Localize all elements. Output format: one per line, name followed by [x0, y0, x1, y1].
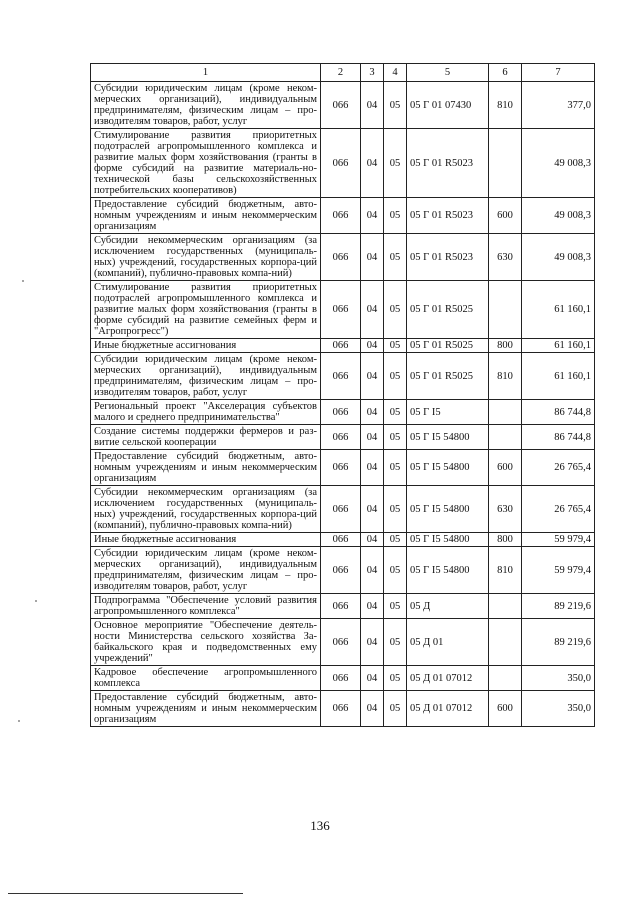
row-code-3: 04 — [361, 281, 384, 339]
row-code-4: 05 — [384, 339, 407, 353]
row-code-6: 600 — [489, 198, 522, 234]
row-name: Субсидии юридическим лицам (кроме неком-мерческих организаций), индивидуальным предпринимателям, физическим лицам – про-изводителям товаров, работ, услуг — [91, 82, 321, 129]
row-name: Субсидии юридическим лицам (кроме неком-мерческих организаций), индивидуальным предпринимателям, физическим лицам – про-изводителям товаров, работ, услуг — [91, 547, 321, 594]
table-row — [91, 666, 595, 691]
table-row — [91, 425, 595, 450]
row-code-2: 066 — [321, 198, 361, 234]
footer-rule — [8, 893, 243, 894]
row-code-6: 600 — [489, 450, 522, 486]
row-code-5: 05 Г I5 54800 — [407, 547, 489, 594]
row-code-2: 066 — [321, 691, 361, 727]
row-code-5: 05 Г I5 54800 — [407, 486, 489, 533]
row-code-5: 05 Г I5 — [407, 400, 489, 425]
row-code-2: 066 — [321, 547, 361, 594]
row-name: Предоставление субсидий бюджетным, авто-номным учреждениям и иным некоммерческим организациям — [91, 198, 321, 234]
row-code-4: 05 — [384, 619, 407, 666]
row-code-2: 066 — [321, 666, 361, 691]
row-code-3: 04 — [361, 533, 384, 547]
row-code-5: 05 Г 01 R5025 — [407, 353, 489, 400]
row-amount: 350,0 — [522, 691, 595, 727]
scan-speck — [22, 280, 24, 282]
row-code-3: 04 — [361, 400, 384, 425]
row-code-5: 05 Г I5 54800 — [407, 533, 489, 547]
row-code-2: 066 — [321, 339, 361, 353]
row-code-4: 05 — [384, 533, 407, 547]
table-row — [91, 547, 595, 594]
row-code-3: 04 — [361, 339, 384, 353]
header-cell: 6 — [489, 64, 522, 82]
header-cell: 3 — [361, 64, 384, 82]
row-name: Основное мероприятие "Обеспечение деятель-ности Министерства сельского хозяйства За-байкальского края и подведомственных ему учреждений" — [91, 619, 321, 666]
row-amount: 59 979,4 — [522, 547, 595, 594]
row-code-6 — [489, 129, 522, 198]
row-name: Субсидии некоммерческим организациям (за исключением государственных (муниципаль-ных) учреждений, государственных корпора-ций (компаний), публично-правовых компа-ний) — [91, 234, 321, 281]
row-code-3: 04 — [361, 425, 384, 450]
row-name: Предоставление субсидий бюджетным, авто-номным учреждениям и иным некоммерческим организациям — [91, 450, 321, 486]
row-code-3: 04 — [361, 82, 384, 129]
row-code-4: 05 — [384, 400, 407, 425]
row-code-5: 05 Г 01 R5025 — [407, 339, 489, 353]
table-row — [91, 450, 595, 486]
row-code-2: 066 — [321, 486, 361, 533]
row-code-2: 066 — [321, 82, 361, 129]
row-amount: 61 160,1 — [522, 281, 595, 339]
row-name: Иные бюджетные ассигнования — [91, 533, 321, 547]
row-code-4: 05 — [384, 486, 407, 533]
row-amount: 61 160,1 — [522, 339, 595, 353]
table-row — [91, 691, 595, 727]
row-code-6: 810 — [489, 82, 522, 129]
row-code-3: 04 — [361, 486, 384, 533]
row-code-3: 04 — [361, 691, 384, 727]
row-code-5: 05 Д 01 07012 — [407, 666, 489, 691]
header-cell: 5 — [407, 64, 489, 82]
row-code-4: 05 — [384, 547, 407, 594]
row-code-4: 05 — [384, 82, 407, 129]
row-code-3: 04 — [361, 353, 384, 400]
row-code-2: 066 — [321, 129, 361, 198]
row-name: Стимулирование развития приоритетных подотраслей агропромышленного комплекса и развитие малых форм хозяйствования (гранты в форме субсидий на развитие семейных ферм и "Агропрогресс") — [91, 281, 321, 339]
row-code-4: 05 — [384, 281, 407, 339]
row-code-4: 05 — [384, 691, 407, 727]
row-code-4: 05 — [384, 234, 407, 281]
row-code-5: 05 Г 01 R5023 — [407, 234, 489, 281]
table-row — [91, 400, 595, 425]
row-code-3: 04 — [361, 666, 384, 691]
row-code-4: 05 — [384, 353, 407, 400]
table-row — [91, 339, 595, 353]
row-code-2: 066 — [321, 400, 361, 425]
row-code-2: 066 — [321, 425, 361, 450]
header-cell: 4 — [384, 64, 407, 82]
row-amount: 49 008,3 — [522, 234, 595, 281]
row-code-2: 066 — [321, 281, 361, 339]
row-amount: 89 219,6 — [522, 619, 595, 666]
table-row — [91, 353, 595, 400]
row-code-2: 066 — [321, 450, 361, 486]
header-cell: 1 — [91, 64, 321, 82]
table-row — [91, 281, 595, 339]
row-amount: 89 219,6 — [522, 594, 595, 619]
budget-table — [90, 63, 595, 727]
row-code-4: 05 — [384, 198, 407, 234]
row-code-3: 04 — [361, 594, 384, 619]
row-amount: 49 008,3 — [522, 198, 595, 234]
row-code-3: 04 — [361, 234, 384, 281]
row-code-6 — [489, 619, 522, 666]
row-code-6: 630 — [489, 486, 522, 533]
row-code-3: 04 — [361, 450, 384, 486]
table-row — [91, 129, 595, 198]
row-code-2: 066 — [321, 619, 361, 666]
row-amount: 86 744,8 — [522, 400, 595, 425]
row-code-5: 05 Г 01 R5023 — [407, 198, 489, 234]
row-amount: 26 765,4 — [522, 450, 595, 486]
row-code-5: 05 Г 01 07430 — [407, 82, 489, 129]
row-code-5: 05 Д — [407, 594, 489, 619]
row-amount: 26 765,4 — [522, 486, 595, 533]
header-cell: 2 — [321, 64, 361, 82]
row-code-2: 066 — [321, 533, 361, 547]
table-row — [91, 619, 595, 666]
row-code-5: 05 Д 01 07012 — [407, 691, 489, 727]
row-code-5: 05 Г 01 R5025 — [407, 281, 489, 339]
row-name: Субсидии юридическим лицам (кроме неком-мерческих организаций), индивидуальным предпринимателям, физическим лицам – про-изводителям товаров, работ, услуг — [91, 353, 321, 400]
row-amount: 377,0 — [522, 82, 595, 129]
row-code-6 — [489, 594, 522, 619]
row-name: Иные бюджетные ассигнования — [91, 339, 321, 353]
row-code-6 — [489, 666, 522, 691]
row-code-5: 05 Д 01 — [407, 619, 489, 666]
table-row — [91, 198, 595, 234]
row-code-6 — [489, 425, 522, 450]
row-code-6 — [489, 400, 522, 425]
row-code-2: 066 — [321, 234, 361, 281]
row-code-6: 810 — [489, 353, 522, 400]
page-number: 136 — [310, 818, 330, 833]
table-row — [91, 82, 595, 129]
row-code-3: 04 — [361, 547, 384, 594]
row-code-4: 05 — [384, 666, 407, 691]
row-code-6: 630 — [489, 234, 522, 281]
row-code-4: 05 — [384, 129, 407, 198]
row-code-3: 04 — [361, 129, 384, 198]
row-amount: 61 160,1 — [522, 353, 595, 400]
row-name: Создание системы поддержки фермеров и раз-витие сельской кооперации — [91, 425, 321, 450]
row-name: Стимулирование развития приоритетных подотраслей агропромышленного комплекса и развитие малых форм хозяйствования (гранты в форме субсидий на развитие материаль-но-технической базы сельскохозяйственных потребительских кооперативов) — [91, 129, 321, 198]
row-amount: 59 979,4 — [522, 533, 595, 547]
row-name: Подпрограмма "Обеспечение условий развития агропромышленного комплекса" — [91, 594, 321, 619]
row-name: Кадровое обеспечение агропромышленного комплекса — [91, 666, 321, 691]
row-name: Предоставление субсидий бюджетным, авто-номным учреждениям и иным некоммерческим организациям — [91, 691, 321, 727]
table-row — [91, 594, 595, 619]
table-row — [91, 486, 595, 533]
row-code-6: 600 — [489, 691, 522, 727]
row-code-3: 04 — [361, 619, 384, 666]
row-code-2: 066 — [321, 353, 361, 400]
row-code-6: 800 — [489, 339, 522, 353]
row-code-4: 05 — [384, 425, 407, 450]
row-amount: 49 008,3 — [522, 129, 595, 198]
table-row — [91, 234, 595, 281]
table-row — [91, 533, 595, 547]
scan-speck — [35, 600, 37, 602]
table-header-row — [91, 64, 595, 82]
row-code-6 — [489, 281, 522, 339]
row-code-6: 800 — [489, 533, 522, 547]
row-name: Региональный проект "Акселерация субъектов малого и среднего предпринимательства" — [91, 400, 321, 425]
row-name: Субсидии некоммерческим организациям (за исключением государственных (муниципаль-ных) учреждений, государственных корпора-ций (компаний), публично-правовых компа-ний) — [91, 486, 321, 533]
header-cell: 7 — [522, 64, 595, 82]
row-code-5: 05 Г I5 54800 — [407, 450, 489, 486]
row-code-4: 05 — [384, 594, 407, 619]
row-code-5: 05 Г 01 R5023 — [407, 129, 489, 198]
row-code-4: 05 — [384, 450, 407, 486]
scan-speck — [18, 720, 20, 722]
row-code-3: 04 — [361, 198, 384, 234]
row-code-6: 810 — [489, 547, 522, 594]
row-code-2: 066 — [321, 594, 361, 619]
row-amount: 86 744,8 — [522, 425, 595, 450]
row-code-5: 05 Г I5 54800 — [407, 425, 489, 450]
row-amount: 350,0 — [522, 666, 595, 691]
